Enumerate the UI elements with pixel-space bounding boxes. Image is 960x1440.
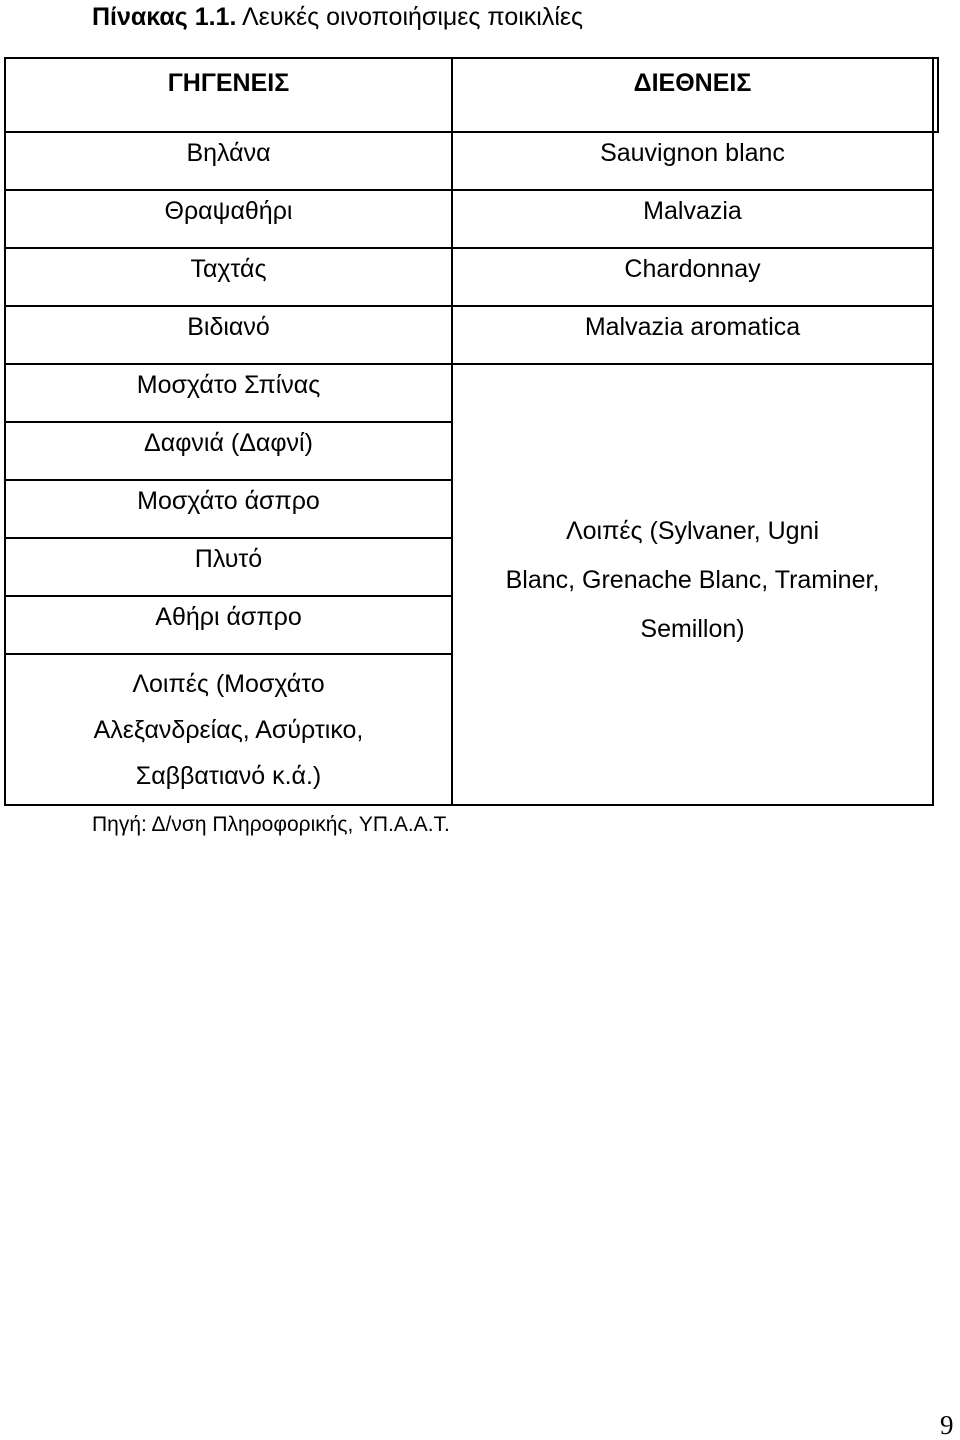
international-row: Malvazia aromatica: [453, 307, 932, 365]
international-column: [451, 57, 934, 806]
domestic-row: Μοσχάτο άσπρο: [6, 481, 451, 539]
domestic-row: Ταχτάς: [6, 249, 451, 307]
table-caption: [92, 2, 583, 32]
header-frame: [451, 57, 939, 133]
domestic-row: Θραψαθήρι: [6, 191, 451, 249]
table-number: Πίνακας 1.1.: [92, 3, 237, 31]
domestic-row: Βηλάνα: [6, 133, 451, 191]
domestic-row: Μοσχάτο Σπίνας: [6, 365, 451, 423]
international-row: Sauvignon blanc: [453, 133, 932, 191]
domestic-row: Δαφνιά (Δαφνί): [6, 423, 451, 481]
international-other-cell: [453, 507, 932, 654]
domestic-row: Πλυτό: [6, 539, 451, 597]
domestic-other-cell: [6, 655, 451, 799]
domestic-row: Βιδιανό: [6, 307, 451, 365]
international-other-line: Λοιπές (Sylvaner, Ugni: [565, 517, 820, 545]
international-other-line: Blanc, Grenache Blanc, Traminer,: [505, 566, 880, 594]
page-number: 9: [940, 1410, 954, 1440]
table-title: Λευκές οινοποιήσιμες ποικιλίες: [241, 3, 584, 31]
domestic-column: [4, 57, 453, 806]
grape-varieties-table: [4, 57, 934, 806]
international-row: Malvazia: [453, 191, 932, 249]
domestic-other-line: Σαββατιανό κ.ά.): [135, 762, 322, 790]
domestic-other-line: Αλεξανδρείας, Ασύρτικο,: [93, 716, 364, 744]
international-header: ΔΙΕΘΝΕΙΣ: [453, 59, 932, 133]
domestic-row: Αθήρι άσπρο: [6, 597, 451, 655]
domestic-header: ΓΗΓΕΝΕΙΣ: [6, 59, 451, 133]
international-other-line: Semillon): [640, 615, 745, 643]
domestic-other-line: Λοιπές (Μοσχάτο: [132, 670, 325, 698]
source-note: Πηγή: Δ/νση Πληροφορικής, ΥΠ.Α.Α.Τ.: [92, 813, 450, 836]
international-row: Chardonnay: [453, 249, 932, 307]
